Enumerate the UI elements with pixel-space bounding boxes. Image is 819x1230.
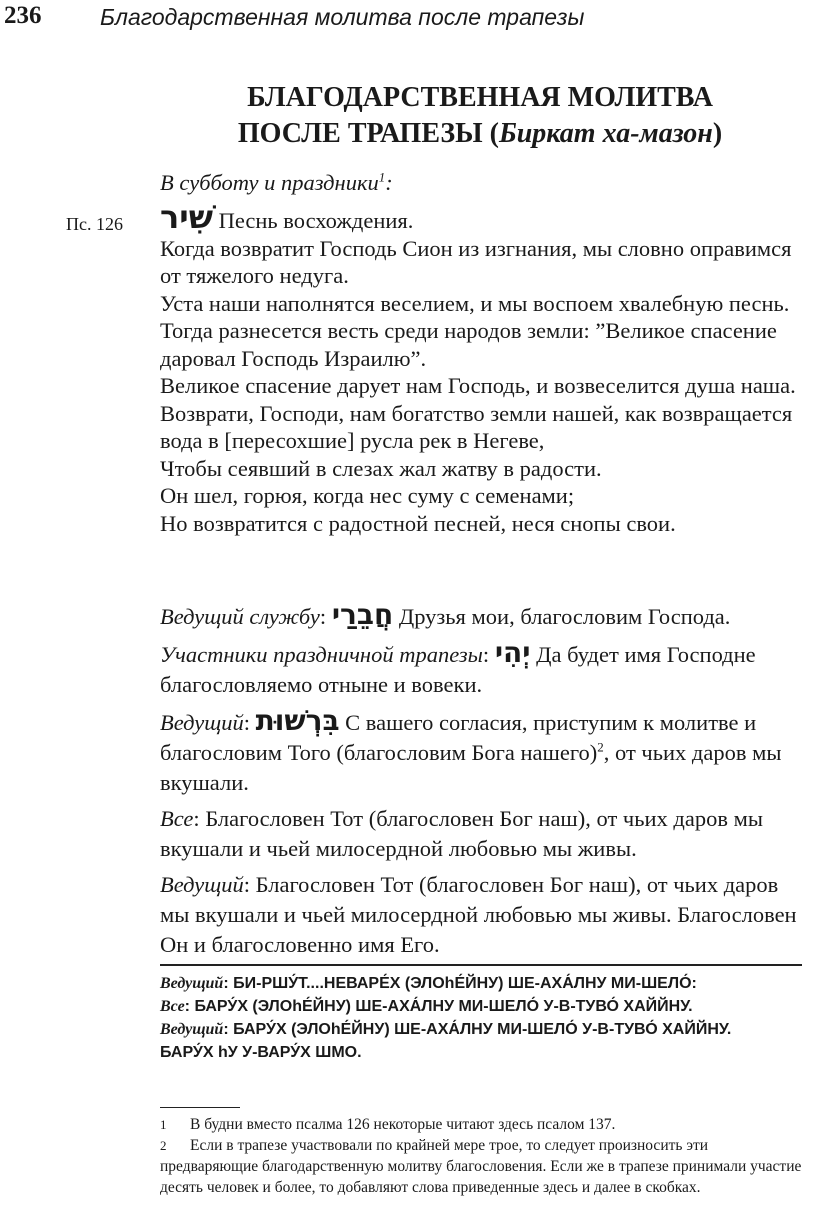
translit-text: БИ-РШУ́Т....НЕВАРЕ́Х (ЭЛОhЕ́ЙНУ) ШЕ-АХА́ЛНУ МИ-ШЕЛО́: [233, 975, 697, 992]
footnote-divider [160, 1107, 240, 1108]
intro-colon: : [385, 170, 393, 195]
speaker-label: Ведущий службу [160, 604, 320, 629]
title-transliteration: Биркат ха-мазон [498, 118, 713, 149]
hebrew-word: שִׁיר [160, 198, 213, 236]
blessing-block: Все: Благословен Тот (благословен Бог наш), от чьих даров мы вкушали и чьей милосердной любовью мы живы. [160, 806, 763, 861]
blessing-block: Участники праздничной трапезы: יְהִי Да будет имя Господне благословляемо отныне и вовеки. [160, 636, 756, 697]
hebrew-word: יְהִי [494, 636, 531, 669]
psalm-line [160, 198, 800, 236]
psalm-line: Но возвратится с радостной песней, неся снопы свои. [160, 510, 676, 536]
blessing-text: С вашего согласия, приступим к молитве и благословим Того (благословим Бога нашего) [160, 710, 757, 765]
translit-text: БАРУ́Х (ЭЛОhЕ́ЙНУ) ШЕ-АХА́ЛНУ МИ-ШЕЛО́ У-В-ТУВО́ ХАЙЙНУ. [233, 1021, 732, 1038]
intro-instruction [160, 170, 393, 196]
psalm-line: Когда возвратит Господь Сион из изгнания, мы словно оправимся от тяжелого недуга. [160, 235, 792, 288]
footnote [160, 1114, 802, 1135]
transliteration-line [160, 1041, 802, 1064]
page-header [4, 2, 804, 38]
title-line-2-text: ПОСЛЕ ТРАПЕЗЫ ( [237, 118, 499, 149]
psalm-line: Великое спасение дарует нам Господь, и возвеселится душа наша. [160, 373, 796, 398]
speaker-label: Все [160, 806, 194, 831]
blessing-text: Благословен Тот (благословен Бог наш), от чьих даров мы вкушали и чьей милосердной любовью мы живы. [160, 806, 763, 861]
blessing-text: Да будет имя Господне благословляемо отныне и вовеки. [160, 642, 756, 697]
running-title: Благодарственная молитва после трапезы [100, 4, 585, 30]
speaker-label: Участники праздничной трапезы [160, 642, 483, 667]
psalm-line-text: Песнь восхождения. [218, 208, 414, 233]
translit-speaker: Все [160, 998, 185, 1015]
psalm-reference: Пс. 126 [66, 214, 123, 234]
psalm-line: Он шел, горюя, когда нес суму с семенами; [160, 483, 575, 508]
translit-text: БАРУ́Х hУ У-ВАРУ́Х ШМО. [160, 1044, 362, 1061]
title-line-2 [160, 116, 800, 152]
title-close-paren: ) [712, 118, 723, 149]
footnote-number: 1 [160, 1117, 167, 1132]
psalm-line: Возврати, Господи, нам богатство земли нашей, как возвращается вода в [пересохшие] русла рек в Негеве, [160, 400, 793, 453]
page-number: 236 [4, 2, 42, 29]
hebrew-word: בִּרְשׁוּת [255, 704, 340, 737]
speaker-label: Ведущий [160, 710, 244, 735]
title-line-1: БЛАГОДАРСТВЕННАЯ МОЛИТВА [247, 82, 713, 113]
footnote-number: 2 [160, 1138, 167, 1153]
blessing-block: Ведущий службу: חֲבֵרַי Друзья мои, благословим Господа. [160, 598, 731, 631]
section-title [160, 80, 800, 152]
hebrew-word: חֲבֵרַי [331, 598, 394, 631]
divider-rule [160, 964, 802, 966]
blessing-text-after: , от чьих даров мы вкушали. [160, 740, 782, 795]
psalm-line: Тогда разнесется весть среди народов земли: ”Великое спасение даровал Господь Израилю”. [160, 318, 777, 371]
transliteration-line: Ведущий: БИ-РШУ́Т....НЕВАРЕ́Х (ЭЛОhЕ́ЙНУ) ШЕ-АХА́ЛНУ МИ-ШЕЛО́: [160, 975, 697, 992]
transliteration-block [160, 972, 802, 1064]
psalm-line: Уста наши наполнятся веселием, и мы воспоем хвалебную песнь. [160, 290, 790, 316]
footnote-text: Если в трапезе участвовали по крайней мере трое, то следует произносить эти предваряющие благодарственную молитву благословения. Если же в трапезе принимали участие десять человек и более, то добавляют слова приведенные здесь и далее в скобках. [160, 1137, 802, 1196]
speaker-label: Ведущий [160, 872, 244, 897]
responsive-blessings [160, 600, 800, 966]
blessing-block: Ведущий: Благословен Тот (благословен Бог наш), от чьих даров мы вкушали и чьей милосердной любовью мы живы. Благословен Он и благословенно имя Его. [160, 872, 797, 957]
footnotes [160, 1114, 802, 1198]
footnote-text: В будни вместо псалма 126 некоторые читают здесь псалом 137. [190, 1116, 616, 1133]
footnote-ref-2: 2 [597, 739, 604, 755]
transliteration-line: Ведущий: БАРУ́Х (ЭЛОhЕ́ЙНУ) ШЕ-АХА́ЛНУ МИ-ШЕЛО́ У-В-ТУВО́ ХАЙЙНУ. [160, 1021, 732, 1038]
blessing-text: Друзья мои, благословим Господа. [398, 604, 731, 629]
intro-text: В субботу и праздники [160, 170, 379, 195]
transliteration-line: Все: БАРУ́Х (ЭЛОhЕ́ЙНУ) ШЕ-АХА́ЛНУ МИ-ШЕЛО́ У-В-ТУВО́ ХАЙЙНУ. [160, 998, 693, 1015]
footnote-ref-1: 1 [378, 169, 386, 185]
translit-speaker: Ведущий [160, 975, 224, 992]
blessing-block: Ведущий: בִּרְשׁוּת С вашего согласия, приступим к молитве и благословим Того (благословим Бога нашего)$^2$, от чьих даров мы вкушали. [160, 704, 782, 795]
translit-speaker: Ведущий [160, 1021, 224, 1038]
psalm-text [160, 198, 800, 537]
translit-text: БАРУ́Х (ЭЛОhЕ́ЙНУ) ШЕ-АХА́ЛНУ МИ-ШЕЛО́ У-В-ТУВО́ ХАЙЙНУ. [194, 998, 693, 1015]
footnote [160, 1135, 802, 1198]
blessing-text: Благословен Тот (благословен Бог наш), от чьих даров мы вкушали и чьей милосердной любовью мы живы. Благословен Он и благословенно имя Его. [160, 872, 797, 957]
psalm-line: Чтобы сеявший в слезах жал жатву в радости. [160, 455, 602, 481]
